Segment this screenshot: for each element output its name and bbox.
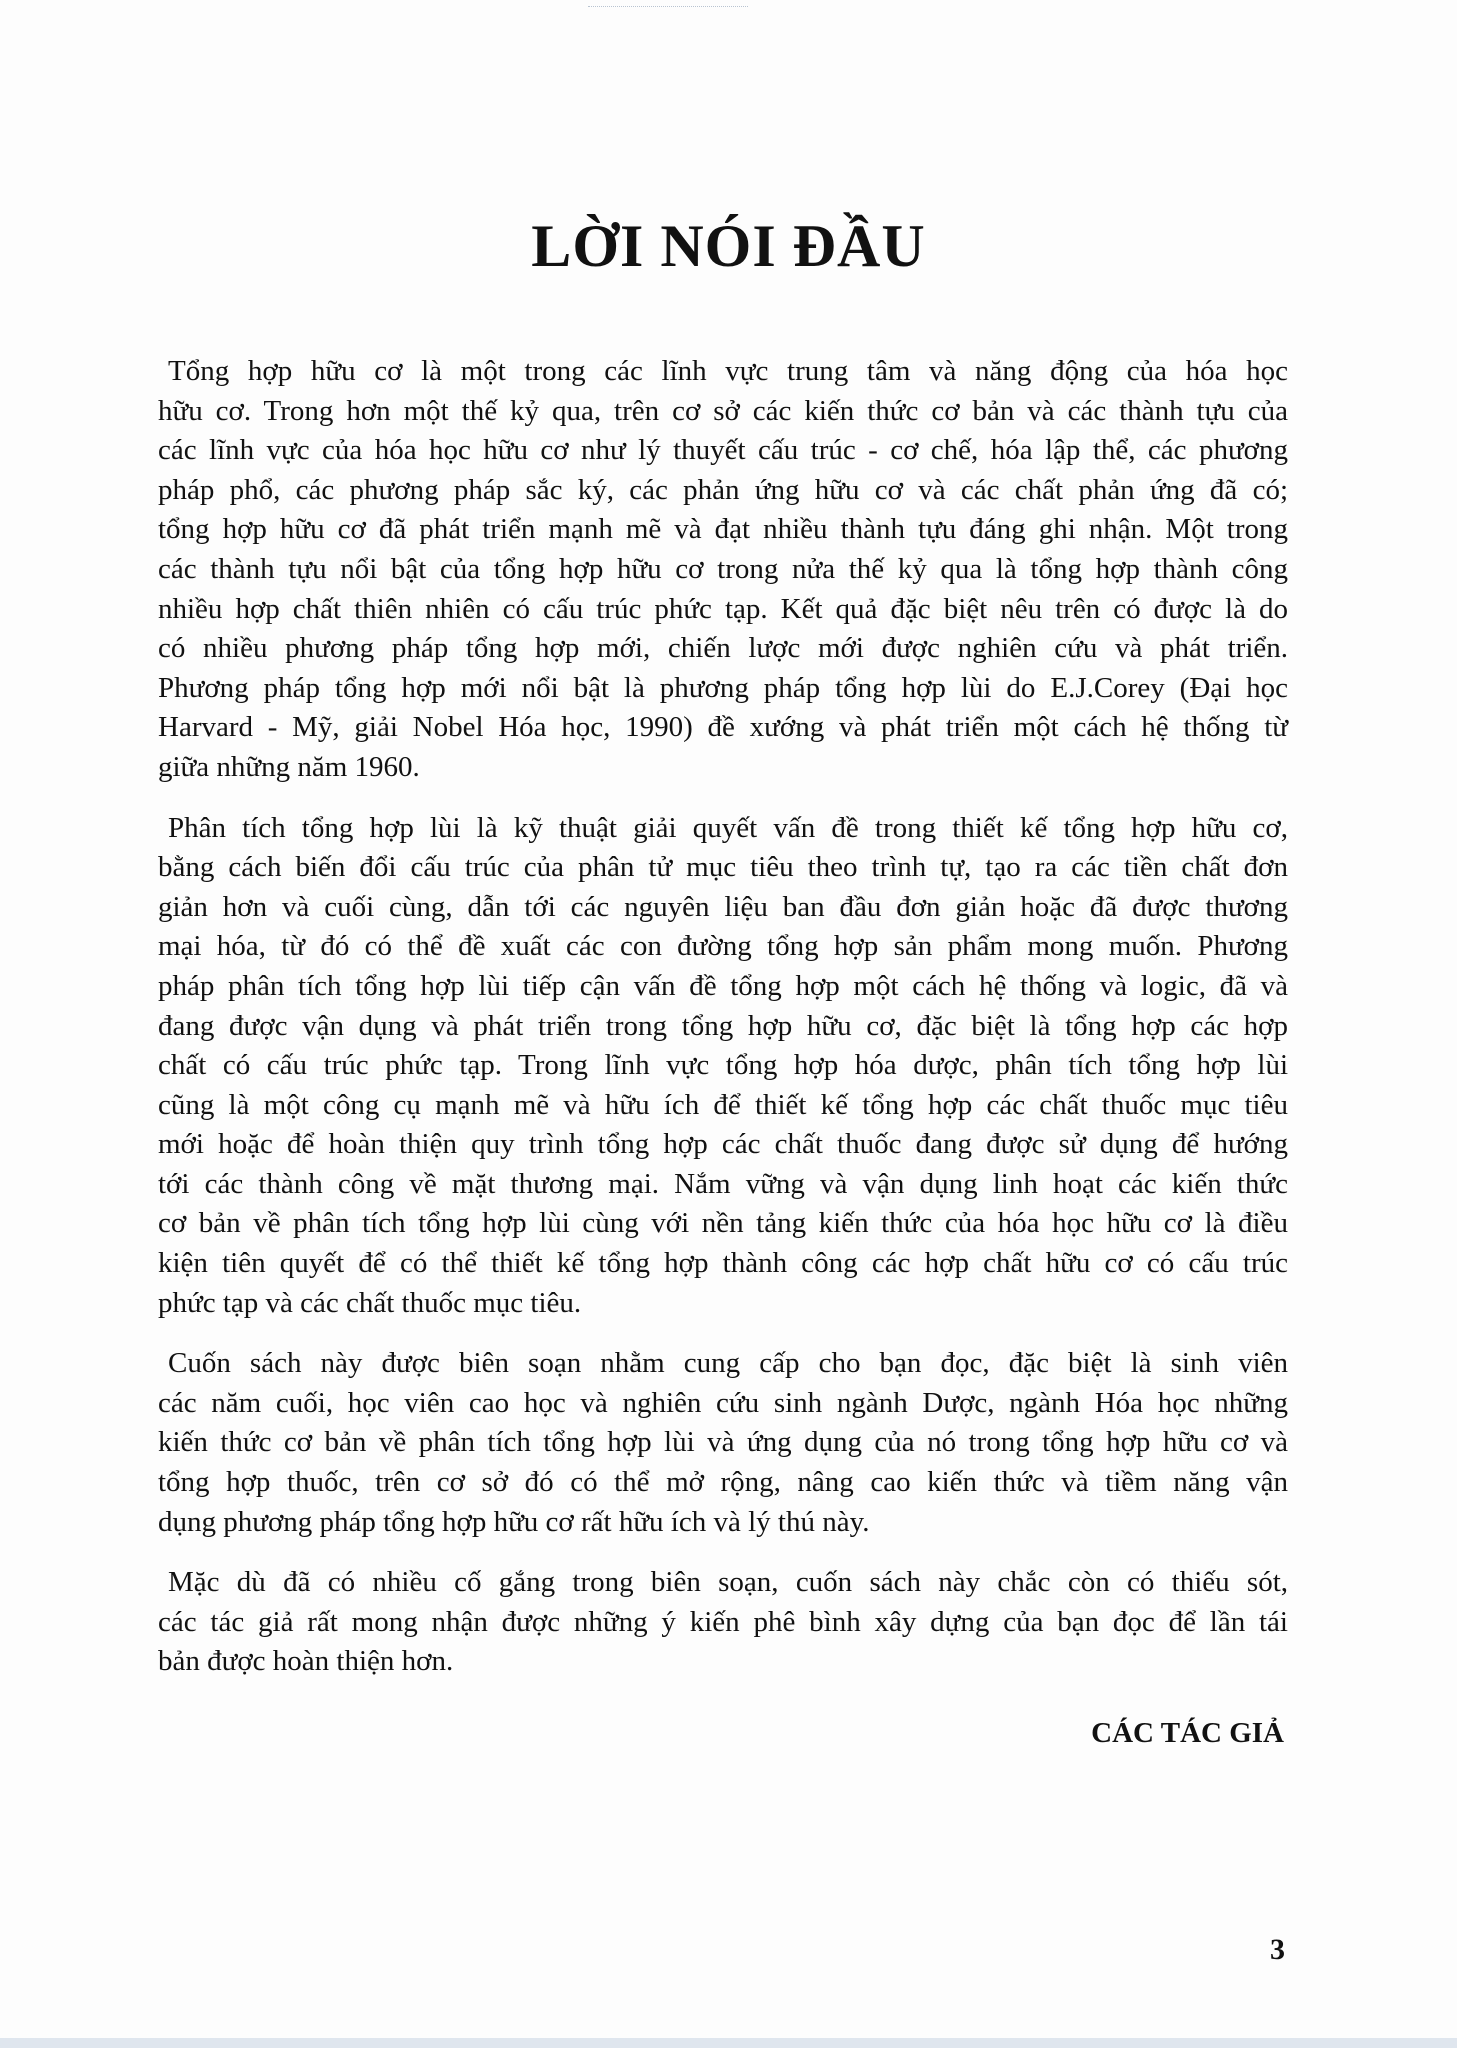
text-line: Phương pháp tổng hợp mới nổi bật là phương pháp tổng hợp lùi do E.J.Corey (Đại học [158, 671, 1288, 704]
text-line: kiện tiên quyết để có thể thiết kế tổng hợp thành công các hợp chất hữu cơ có cấu trúc [158, 1247, 1288, 1280]
preface-body [158, 352, 1288, 1703]
text-line: mại hóa, từ đó có thể đề xuất các con đường tổng hợp sản phẩm mong muốn. Phương [158, 930, 1288, 963]
text-line: Tổng hợp hữu cơ là một trong các lĩnh vực trung tâm và năng động của hóa học [168, 355, 1288, 387]
text-line: hữu cơ. Trong hơn một thế kỷ qua, trên cơ sở các kiến thức cơ bản và các thành tựu của [158, 394, 1288, 427]
page-number: 3 [1270, 1933, 1285, 1966]
text-line: phức tạp và các chất thuốc mục tiêu. [158, 1286, 582, 1319]
text-line: tổng hợp thuốc, trên cơ sở đó có thể mở rộng, nâng cao kiến thức và tiềm năng vận [158, 1466, 1288, 1499]
text-line: dụng phương pháp tổng hợp hữu cơ rất hữu ích và lý thú này. [158, 1505, 870, 1538]
text-line: có nhiều phương pháp tổng hợp mới, chiến lược mới được nghiên cứu và phát triển. [158, 632, 1288, 665]
paragraph-4 [158, 1563, 1288, 1682]
text-line: bản được hoàn thiện hơn. [158, 1645, 454, 1678]
text-line: bằng cách biến đổi cấu trúc của phân tử mục tiêu theo trình tự, tạo ra các tiền chất đơn [158, 851, 1288, 884]
text-line: chất có cấu trúc phức tạp. Trong lĩnh vực tổng hợp hóa dược, phân tích tổng hợp lùi [158, 1049, 1288, 1082]
page-title: LỜI NÓI ĐẦU [531, 213, 926, 279]
paragraph-3 [158, 1344, 1288, 1542]
text-line: Harvard - Mỹ, giải Nobel Hóa học, 1990) đề xướng và phát triển một cách hệ thống từ [158, 711, 1288, 744]
text-line: giữa những năm 1960. [158, 750, 420, 783]
text-line: mới hoặc để hoàn thiện quy trình tổng hợp các chất thuốc đang được sử dụng để hướng [158, 1128, 1288, 1161]
text-line: pháp phổ, các phương pháp sắc ký, các phản ứng hữu cơ và các chất phản ứng đã có; [158, 473, 1288, 506]
text-line: đang được vận dụng và phát triển trong tổng hợp hữu cơ, đặc biệt là tổng hợp các hợp [158, 1009, 1288, 1042]
text-line: nhiều hợp chất thiên nhiên có cấu trúc phức tạp. Kết quả đặc biệt nêu trên có được là do [158, 592, 1288, 625]
text-line: các thành tựu nổi bật của tổng hợp hữu cơ trong nửa thế kỷ qua là tổng hợp thành công [158, 552, 1288, 585]
text-line: các năm cuối, học viên cao học và nghiên cứu sinh ngành Dược, ngành Hóa học những [158, 1386, 1288, 1419]
text-line: các tác giả rất mong nhận được những ý kiến phê bình xây dựng của bạn đọc để lần tái [158, 1605, 1288, 1638]
text-line: Cuốn sách này được biên soạn nhằm cung cấp cho bạn đọc, đặc biệt là sinh viên [168, 1347, 1288, 1380]
scan-edge [0, 2038, 1457, 2048]
paragraph-1 [158, 352, 1288, 788]
text-line: tới các thành công về mặt thương mại. Nắm vững và vận dụng linh hoạt các kiến thức [158, 1167, 1288, 1200]
scan-mark [588, 0, 748, 7]
paragraph-2 [158, 809, 1288, 1324]
text-line: cũng là một công cụ mạnh mẽ và hữu ích để thiết kế tổng hợp các chất thuốc mục tiêu [158, 1088, 1288, 1121]
text-line: kiến thức cơ bản về phân tích tổng hợp lùi và ứng dụng của nó trong tổng hợp hữu cơ và [158, 1426, 1288, 1459]
text-line: tổng hợp hữu cơ đã phát triển mạnh mẽ và đạt nhiều thành tựu đáng ghi nhận. Một trong [158, 513, 1288, 546]
text-line: cơ bản về phân tích tổng hợp lùi cùng với nền tảng kiến thức của hóa học hữu cơ là điều [158, 1207, 1288, 1240]
text-line: giản hơn và cuối cùng, dẫn tới các nguyên liệu ban đầu đơn giản hoặc đã được thương [158, 890, 1288, 923]
text-line: các lĩnh vực của hóa học hữu cơ như lý thuyết cấu trúc - cơ chế, hóa lập thể, các phương [158, 434, 1288, 467]
signature: CÁC TÁC GIẢ [1091, 1717, 1284, 1749]
text-line: Phân tích tổng hợp lùi là kỹ thuật giải quyết vấn đề trong thiết kế tổng hợp hữu cơ, [168, 811, 1288, 844]
text-line: pháp phân tích tổng hợp lùi tiếp cận vấn đề tổng hợp một cách hệ thống và logic, đã và [158, 969, 1288, 1002]
text-line: Mặc dù đã có nhiều cố gắng trong biên soạn, cuốn sách này chắc còn có thiếu sót, [168, 1566, 1288, 1599]
